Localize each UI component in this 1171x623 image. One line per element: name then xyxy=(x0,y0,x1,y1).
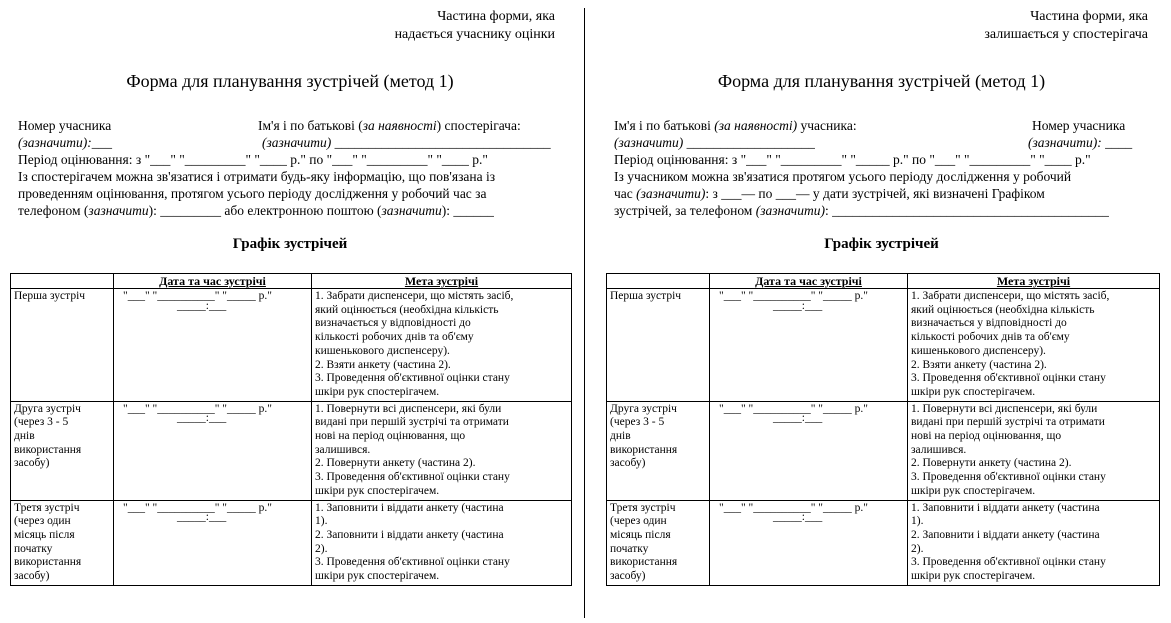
contact-text-line: Із учасником можна зв'язатися протягом усього періоду дослідження у робочий xyxy=(614,169,1072,184)
meeting-name-line: використання xyxy=(610,443,678,456)
meeting-date-cell[interactable] xyxy=(114,289,312,402)
empty-header-cell xyxy=(607,274,710,289)
goal-line: нові на період оцінювання, що xyxy=(315,430,466,443)
meeting-name-line: днів xyxy=(14,430,35,443)
meeting-name-line: місяць після xyxy=(610,528,671,541)
goal-line: 2. Заповнити і віддати анкету (частина xyxy=(911,528,1100,541)
header-line: Частина форми, яка xyxy=(1030,9,1148,24)
goal-line: залишився. xyxy=(315,443,371,456)
goal-line: який оцінюється (необхідна кількість xyxy=(315,303,499,316)
meeting-name-line: (через один xyxy=(610,515,667,528)
form-part-header xyxy=(395,8,555,44)
goal-line: кишенькового диспенсеру). xyxy=(315,344,450,357)
table-row xyxy=(11,401,572,500)
meeting-name-line: Третя зустріч xyxy=(610,501,676,514)
meeting-date-cell[interactable] xyxy=(710,401,908,500)
date-blank-line[interactable]: "___" "__________" "_____ р." xyxy=(123,290,272,302)
participant-number-field[interactable]: (зазначити): ____ xyxy=(1028,135,1133,150)
date-column-header: Дата та час зустрічі xyxy=(710,274,908,289)
goal-line: 2. Повернути анкету (частина 2). xyxy=(315,457,476,470)
goal-line: 2. Заповнити і віддати анкету (частина xyxy=(315,528,504,541)
goal-line: визначається у відповідності до xyxy=(315,317,471,330)
goal-line: залишився. xyxy=(911,443,967,456)
goal-line: 1. Забрати диспенсери, що містять засіб, xyxy=(315,290,514,302)
meeting-name-line: Перша зустріч xyxy=(14,290,86,302)
header-line: залишається у спостерігача xyxy=(984,27,1148,42)
goal-line: кількості робочих днів та об'єму xyxy=(315,331,474,344)
goal-line: нові на період оцінювання, що xyxy=(911,430,1062,443)
meeting-name-line: днів xyxy=(610,430,631,443)
evaluation-period-line[interactable]: Період оцінювання: з "___" "_________" "____ р." по "___" "_________" "____ р." xyxy=(18,152,488,167)
goal-line: 2. Взяти анкету (частина 2). xyxy=(911,358,1047,371)
goal-line: 1. Повернути всі диспенсери, які були xyxy=(315,402,502,415)
meeting-name-line: (через 3 - 5 xyxy=(14,416,69,429)
goal-line: 2. Повернути анкету (частина 2). xyxy=(911,457,1072,470)
goal-line: визначається у відповідності до xyxy=(911,317,1067,330)
meeting-name-line: Друга зустріч xyxy=(610,402,677,415)
goal-line: 1. Заповнити і віддати анкету (частина xyxy=(911,501,1100,514)
goal-line: 1). xyxy=(315,515,328,528)
meeting-date-cell[interactable] xyxy=(114,500,312,585)
goal-line: шкіри рук спостерігачем. xyxy=(911,385,1036,398)
header-line: надається учаснику оцінки xyxy=(394,27,555,42)
goal-line: шкіри рук спостерігачем. xyxy=(315,385,440,398)
meeting-name-line: Третя зустріч xyxy=(14,501,80,514)
table-row xyxy=(11,289,572,402)
time-blank-line[interactable]: _____:___ xyxy=(177,299,227,312)
contact-fields-line[interactable]: телефоном (зазначити): _________ або електронною поштою (зазначити): ______ xyxy=(18,203,494,218)
date-column-header: Дата та час зустрічі xyxy=(114,274,312,289)
meeting-name-line: початку xyxy=(14,542,53,555)
contact-phone-line[interactable]: зустрічей, за телефоном (зазначити): _________________________________________ xyxy=(614,203,1109,218)
date-blank-line[interactable]: "___" "__________" "_____ р." xyxy=(123,402,272,415)
meeting-name-line: Друга зустріч xyxy=(14,402,81,415)
goal-line: 2). xyxy=(911,542,924,555)
meeting-name-line: засобу) xyxy=(610,457,646,470)
participant-name-field[interactable]: (зазначити) ___________________ xyxy=(614,135,815,150)
date-blank-line[interactable]: "___" "__________" "_____ р." xyxy=(719,402,868,415)
table-row xyxy=(607,401,1160,500)
goal-line: який оцінюється (необхідна кількість xyxy=(911,303,1095,316)
goal-line: 1). xyxy=(911,515,924,528)
time-blank-line[interactable]: _____:___ xyxy=(177,412,227,425)
time-blank-line[interactable]: _____:___ xyxy=(773,412,823,425)
observer-name-label: Ім'я і по батькові (за наявності) спостерігача: xyxy=(258,118,521,133)
meeting-name-line: використання xyxy=(14,443,82,456)
meeting-name-cell xyxy=(607,289,710,402)
header-line: Частина форми, яка xyxy=(437,9,555,24)
participant-form-part xyxy=(0,0,580,623)
meeting-date-cell[interactable] xyxy=(710,289,908,402)
goal-line: видані при першій зустрічі та отримати xyxy=(315,416,509,429)
goal-line: шкіри рук спостерігачем. xyxy=(315,484,440,497)
meeting-goal-cell xyxy=(312,500,572,585)
date-blank-line[interactable]: "___" "__________" "_____ р." xyxy=(123,501,272,514)
time-blank-line[interactable]: _____:___ xyxy=(773,299,823,312)
goal-line: кишенькового диспенсеру). xyxy=(911,344,1046,357)
empty-header-cell xyxy=(11,274,114,289)
page-divider xyxy=(584,8,585,618)
meeting-name-cell xyxy=(11,401,114,500)
meeting-name-cell xyxy=(607,500,710,585)
form-part-header xyxy=(984,8,1148,44)
meeting-name-line: засобу) xyxy=(610,570,646,583)
meeting-name-line: місяць після xyxy=(14,528,75,541)
contact-hours-line[interactable]: час (зазначити): з ___— по ___— у дати зустрічей, які визначені Графіком xyxy=(614,186,1045,201)
participant-number-label: Номер учасника xyxy=(1032,118,1126,133)
goal-line: шкіри рук спостерігачем. xyxy=(911,484,1036,497)
meeting-name-line: (через 3 - 5 xyxy=(610,416,665,429)
meeting-name-line: засобу) xyxy=(14,457,50,470)
participant-name-label: Ім'я і по батькові (за наявності) учасника: xyxy=(614,118,857,133)
goal-line: 1. Забрати диспенсери, що містять засіб, xyxy=(911,290,1110,302)
meeting-date-cell[interactable] xyxy=(710,500,908,585)
goal-line: 3. Проведення об'єктивної оцінки стану xyxy=(315,471,510,484)
meeting-date-cell[interactable] xyxy=(114,401,312,500)
meeting-name-cell xyxy=(11,289,114,402)
time-blank-line[interactable]: _____:___ xyxy=(773,511,823,524)
participant-number-field[interactable]: (зазначити):___ xyxy=(18,135,112,150)
observer-form-part xyxy=(592,0,1171,623)
goal-line: видані при першій зустрічі та отримати xyxy=(911,416,1105,429)
meeting-goal-cell xyxy=(908,289,1160,402)
meeting-name-line: (через один xyxy=(14,515,71,528)
meeting-goal-cell xyxy=(908,500,1160,585)
goal-line: кількості робочих днів та об'єму xyxy=(911,331,1070,344)
goal-line: 3. Проведення об'єктивної оцінки стану xyxy=(911,556,1106,569)
goal-line: шкіри рук спостерігачем. xyxy=(315,570,440,583)
contact-text-line: Із спостерігачем можна зв'язатися і отримати будь-яку інформацію, що пов'язана із xyxy=(18,169,496,184)
schedule-table xyxy=(10,273,572,586)
goal-line: 2. Взяти анкету (частина 2). xyxy=(315,358,451,371)
form-title: Форма для планування зустрічей (метод 1) xyxy=(717,71,1046,91)
schedule-title: Графік зустрічей xyxy=(824,236,939,252)
meeting-goal-cell xyxy=(312,401,572,500)
date-blank-line[interactable]: "___" "__________" "_____ р." xyxy=(719,290,868,302)
table-row xyxy=(11,500,572,585)
participant-number-label: Номер учасника xyxy=(18,118,112,133)
goal-line: 3. Проведення об'єктивної оцінки стану xyxy=(911,471,1106,484)
goal-line: 1. Заповнити і віддати анкету (частина xyxy=(315,501,504,514)
meeting-name-line: Перша зустріч xyxy=(610,290,682,302)
goal-column-header: Мета зустрічі xyxy=(312,274,572,289)
goal-line: шкіри рук спостерігачем. xyxy=(911,570,1036,583)
meeting-name-cell xyxy=(607,401,710,500)
goal-line: 2). xyxy=(315,542,328,555)
goal-line: 3. Проведення об'єктивної оцінки стану xyxy=(315,556,510,569)
meeting-name-cell xyxy=(11,500,114,585)
date-blank-line[interactable]: "___" "__________" "_____ р." xyxy=(719,501,868,514)
table-row xyxy=(607,500,1160,585)
schedule-title: Графік зустрічей xyxy=(232,236,348,252)
meeting-name-line: використання xyxy=(14,556,82,569)
contact-text-line: проведенням оцінювання, протягом усього періоду дослідження у робочий час за xyxy=(18,186,487,201)
meeting-name-line: початку xyxy=(610,542,649,555)
table-row xyxy=(607,289,1160,402)
meeting-name-line: засобу) xyxy=(14,570,50,583)
goal-line: 3. Проведення об'єктивної оцінки стану xyxy=(315,372,510,385)
time-blank-line[interactable]: _____:___ xyxy=(177,511,227,524)
goal-line: 1. Повернути всі диспенсери, які були xyxy=(911,402,1098,415)
goal-column-header: Мета зустрічі xyxy=(908,274,1160,289)
evaluation-period-line[interactable]: Період оцінювання: з "___" "_________" "_____ р." по "___" "_________" "____ р." xyxy=(614,152,1091,167)
observer-name-field[interactable]: (зазначити) ________________________________ xyxy=(262,135,551,150)
schedule-table xyxy=(606,273,1160,586)
meeting-goal-cell xyxy=(312,289,572,402)
goal-line: 3. Проведення об'єктивної оцінки стану xyxy=(911,372,1106,385)
meeting-name-line: використання xyxy=(610,556,678,569)
form-title: Форма для планування зустрічей (метод 1) xyxy=(126,71,454,91)
meeting-goal-cell xyxy=(908,401,1160,500)
